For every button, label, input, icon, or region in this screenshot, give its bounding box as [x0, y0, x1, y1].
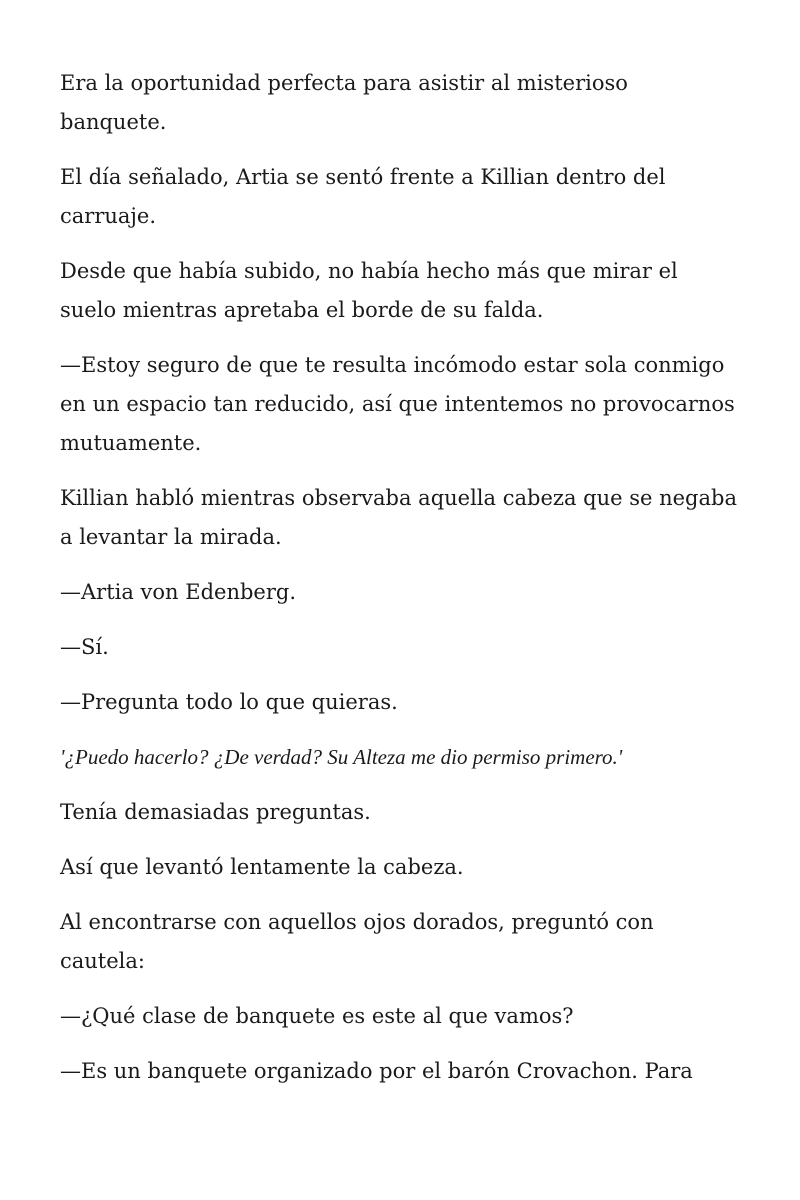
paragraph: —Estoy seguro de que te resulta incómodo estar sola conmigo en un espacio tan reducido, así que intentemos no provocarnos mutuamente.	[60, 353, 735, 455]
paragraph: —Pregunta todo lo que quieras.	[60, 690, 398, 714]
paragraph: Tenía demasiadas preguntas.	[60, 800, 371, 824]
paragraph: —¿Qué clase de banquete es este al que vamos?	[60, 1004, 574, 1028]
paragraph: —Artia von Edenberg.	[60, 580, 297, 604]
paragraph: Era la oportunidad perfecta para asistir al misterioso banquete.	[60, 71, 628, 134]
paragraph: El día señalado, Artia se sentó frente a Killian dentro del carruaje.	[60, 165, 666, 228]
paragraph: Así que levantó lentamente la cabeza.	[60, 855, 464, 879]
paragraph: —Sí.	[60, 635, 109, 659]
paragraph: Al encontrarse con aquellos ojos dorados, preguntó con cautela:	[60, 910, 654, 973]
paragraph: Killian habló mientras observaba aquella cabeza que se negaba a levantar la mirada.	[60, 486, 737, 549]
thought-paragraph: '¿Puedo hacerlo? ¿De verdad? Su Alteza me dio permiso primero.'	[60, 745, 623, 769]
document-page	[60, 64, 740, 1107]
paragraph: Desde que había subido, no había hecho más que mirar el suelo mientras apretaba el borde de su falda.	[60, 259, 678, 322]
paragraph: —Es un banquete organizado por el barón Crovachon. Para	[60, 1059, 693, 1083]
